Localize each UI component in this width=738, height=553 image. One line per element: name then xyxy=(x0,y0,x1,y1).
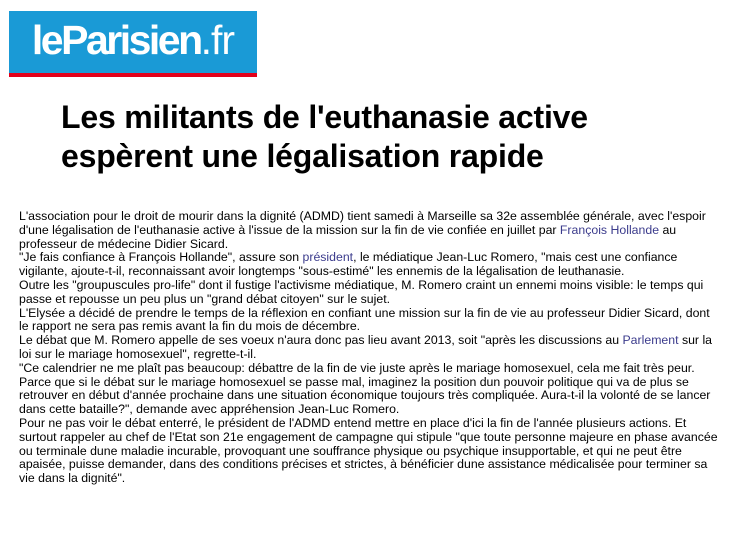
link-parlement[interactable]: Parlement xyxy=(622,333,679,348)
paragraph-6: "Ce calendrier ne me plaît pas beaucoup: débattre de la fin de vie juste après le mariage homosexuel, cela me fait très peur. Parce que si le débat sur le mariage homosexuel se passe mal, imaginez la position dun pouvoir politique qui va de plus se retrouver en début d'année prochaine dans une situation économique toujours très compliquée. Aura-t-il la volonté de se lancer dans cette bataille?", demande avec appréhension Jean-Luc Romero. xyxy=(19,360,711,417)
paragraph-2: "Je fais confiance à François Hollande", assure son président, le médiatique Jean-Luc Romero, "mais cest une confiance vigilante, ajoute-t-il, reconnaissant avoir longtemps "sous-estimé" les ennemis de la légalisation de leuthanasie. xyxy=(19,250,678,279)
article-body xyxy=(19,210,719,486)
paragraph-7: Pour ne pas voir le débat enterré, le président de l'ADMD entend mettre en place d'ici la fin de l'année plusieurs actions. Et surtout rappeler au chef de l'Etat son 21e engagement de campagne qui stipule "que toute personne majeure en phase avancée ou terminale dune maladie incurable, provoquant une souffrance physique ou psychique insupportable, et qui ne peut être apaisée, puisse demander, dans des conditions précises et strictes, à bénéficier dune assistance médicalisée pour terminer sa vie dans la dignité". xyxy=(19,415,718,486)
paragraph-3: Outre les "groupuscules pro-life" dont il fustige l'activisme médiatique, M. Romero craint un ennemi moins visible: le temps qui passe et repousse un peu plus un "grand débat citoyen" sur le sujet. xyxy=(19,277,704,306)
headline-line-1: Les militants de l'euthanasie active xyxy=(61,99,588,135)
article-headline xyxy=(61,98,721,176)
paragraph-4: L'Elysée a décidé de prendre le temps de la réflexion en confiant une mission sur la fin de vie au professeur Didier Sicard, dont le rapport ne sera pas remis avant la fin du mois de décembre. xyxy=(19,305,710,334)
paragraph-5: Le débat que M. Romero appelle de ses voeux n'aura donc pas lieu avant 2013, soit "après les discussions au Parlement sur la loi sur le mariage homosexuel", regrette-t-il. xyxy=(19,333,713,361)
paragraph-1: L'association pour le droit de mourir dans la dignité (ADMD) tient samedi à Marseille sa 32e assemblée générale, avec l'espoir d'une légalisation de l'euthanasie active à l'issue de la mission sur la fin de vie confiée en juillet par François Hollande au professeur de médecine Didier Sicard. xyxy=(19,209,706,251)
link-president[interactable]: président xyxy=(302,250,354,265)
le-parisien-logo[interactable] xyxy=(9,11,257,77)
logo-wordmark: leParisien.fr xyxy=(31,16,235,63)
link-francois-hollande[interactable]: François Hollande xyxy=(559,222,660,237)
headline-line-2: espèrent une légalisation rapide xyxy=(61,138,544,174)
